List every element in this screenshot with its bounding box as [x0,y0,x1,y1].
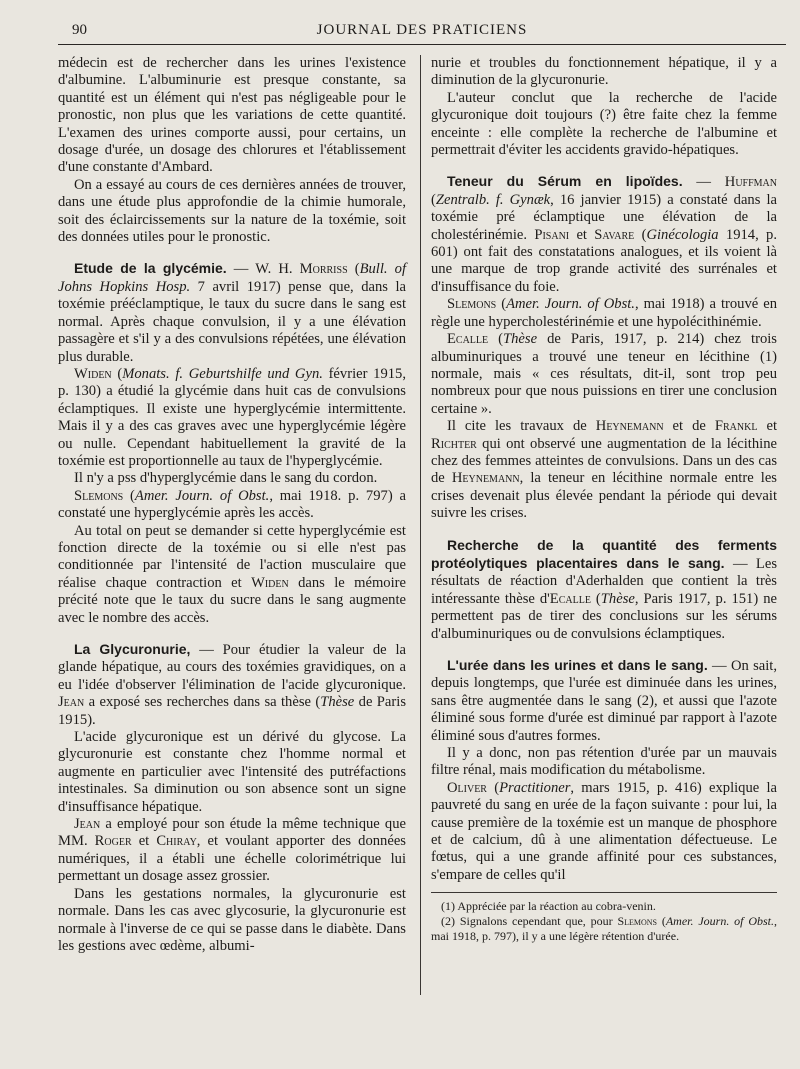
paragraph: L'auteur conclut que la recherche de l'acide glycuronique doit toujours (?) être faite chez la femme enceinte : elle complète la recherche de l'albumine et permettrait d'éviter les accidents gravido-hépatiques. [431,89,777,159]
section-text: — Les résultats de réaction d'Aderhalden que contient la très intéressante thèse d'Ecalle (Thèse, Paris 1917, p. 151) ne permettent pas de tirer des conclusions sur les sérums d'albuminuriques ou de convulsions éclamptiques. [431,555,778,642]
continued-paragraph: nurie et troubles du fonctionnement hépatique, il y a diminution de la glycuronurie. [431,55,777,89]
footnote: (2) Signalons cependant que, pour Slemons (Amer. Journ. of Obst., mai 1918, p. 797), il y a une légère rétention d'urée. [431,914,777,944]
paragraph: Slemons (Amer. Journ. of Obst., mai 1918. p. 797) a constaté une hyperglycémie après les accès. [58,487,406,522]
section-title: Recherche de la quantité des ferments protéolytiques placentaires dans le sang. [431,536,777,571]
section-paragraph [431,657,777,745]
paragraph: Slemons (Amer. Journ. of Obst., mai 1918) a trouvé en règle une hypercholestérinémie et une hypolécithinémie. [431,296,778,330]
section-paragraph [58,260,406,365]
paragraph: Il y a donc, non pas rétention d'urée par un mauvais filtre rénal, mais modification du métabolisme. [431,745,777,779]
footnote: (1) Appréciée par la réaction au cobra-venin. [441,899,656,914]
left-column [58,55,414,995]
paragraph: Dans les gestations normales, la glycuronurie est normale. Dans les cas avec glycosurie, la glycuronurie est normale à l'inverse de ce qui se passe dans le diabète. Dans les gestions avec œdème, albumi- [58,885,406,954]
paragraph: On a essayé au cours de ces dernières années de trouver, dans une étude plus approfondie de la chimie humorale, soit des éclaircissements sur la nature de la toxémie, soit des données utiles pour le pronostic. [58,176,406,246]
paragraph: Il n'y a pss d'hyperglycémie dans le sang du cordon. [74,470,378,487]
paragraph: Il cite les travaux de Heynemann et de Frankl et Richter qui ont observé une augmentation de la lécithine chez des femmes atteintes de convulsions. Dans un des cas de Heynemann, la teneur en lécithine normale entre les crises devenait plus élevée pendant la période qui devait suivre les crises. [431,418,777,522]
page-number: 90 [72,22,87,38]
section-paragraph [431,537,777,643]
two-column-body [58,55,786,995]
section-paragraph [431,173,777,296]
paragraph: L'acide glycuronique est un dérivé du glycose. La glycuronurie est constante chez l'homme normal et augmente en particulier avec l'intensité des putréfactions intestinales. Sa diminution ou son absence sont un signe d'insuffisance hépatique. [58,729,406,815]
section-title: Etude de la glycémie. [74,260,227,277]
section-text: — W. H. Morriss (Bull. of Johns Hopkins Hosp. 7 avril 1917) pense que, dans la toxémie prééclamptique, le taux du sucre dans le sang est normal. Après chaque convulsion, il y a une élévation passagère et s'il y a des convulsions répétées, une élévation plus durable. [58,261,406,365]
right-column-text [431,55,777,884]
paragraph: Oliver (Practitioner, mars 1915, p. 416) explique la pauvreté du sang en urée de la façon suivante : pour lui, la cause première de la toxémie est un manque de phosphore et de calcium, dû à une alimentation défectueuse. Le fœtus, qui a une grande affinité pour ces substances, s'empare de celles qu'il [431,779,777,883]
running-title: JOURNAL DES PRATICIENS [316,22,528,38]
section-text: — Pour étudier la valeur de la glande hépatique, au cours des toxémies gravidiques, on a eu l'idée d'observer l'élimination de l'acide glycuronique. Jean a exposé ses recherches dans sa thèse (Thèse de Paris 1915). [58,642,406,728]
continued-paragraph: médecin est de rechercher dans les urines l'existence d'albumine. L'albuminurie est presque constante, sa quantité est un élément qui n'est pas négligeable pour le pronostic, non plus que les variations de cette quantité. L'examen des urines comporte aussi, pour certains, un dosage d'urée, un dosage des chlorures et l'établissement d'une constante d'Ambard. [58,55,406,176]
section-title: La Glycuronurie, [74,641,191,657]
page-header [58,16,786,45]
section-title: L'urée dans les urines et dans le sang. [447,657,708,673]
section-text: — On sait, depuis longtemps, que l'urée est diminuée dans les urines, sans être augmentée dans le sang (2), et aussi que l'azote éliminé sous forme d'urée est diminué par rapport à l'azote éliminé sous d'autres formes. [431,658,777,744]
right-column [427,55,777,995]
paragraph: Jean a employé pour son étude la même technique que MM. Roger et Chiray, et voulant apporter des données numériques, il a établi une échelle colorimétrique lui permettant un dosage assez grossier. [58,816,406,885]
paragraph: Widen (Monats. f. Geburtshilfe und Gyn. février 1915, p. 130) a étudié la glycémie dans huit cas de convulsions éclamptiques. Il existe une hyperglycémie intermittente. Mais il y a des cas graves avec une hyperglycémie légère ou nulle. Cependant habituellement la gravité de la toxémie est proportionnelle au taux de l'hyperglycémie. [58,365,406,469]
column-divider [420,55,421,995]
section-title: Teneur du Sérum en lipoïdes. [447,173,683,190]
paragraph: Au total on peut se demander si cette hyperglycémie est fonction directe de la toxémie ou si elle n'est pas conditionnée par l'intensité de l'action musculaire que réalise chaque contraction et Widen dans le mémoire précité note que le taux du sucre dans le sang augmente avec le nombre des accès. [58,522,406,626]
paragraph: Ecalle (Thèse de Paris, 1917, p. 214) chez trois albuminuriques a trouvé une teneur en lécithine (1) normale, mais « ces résultats, dit-il, sont trop peu nombreux pour que nous puissions en tirer une conclusion certaine ». [431,331,777,417]
footnotes [431,892,777,944]
section-paragraph [58,641,406,729]
section-text: — Huffman (Zentralb. f. Gynæk, 16 janvier 1915) a constaté dans la toxémie pré éclamptique une élévation de la cholestérinémie. Pisani et Savare (Ginécologia 1914, p. 601) ont fait des constatations analogues, et ils voient là une marque de trop grande activité des surrénales et d'insuffisance du foie. [431,174,778,295]
